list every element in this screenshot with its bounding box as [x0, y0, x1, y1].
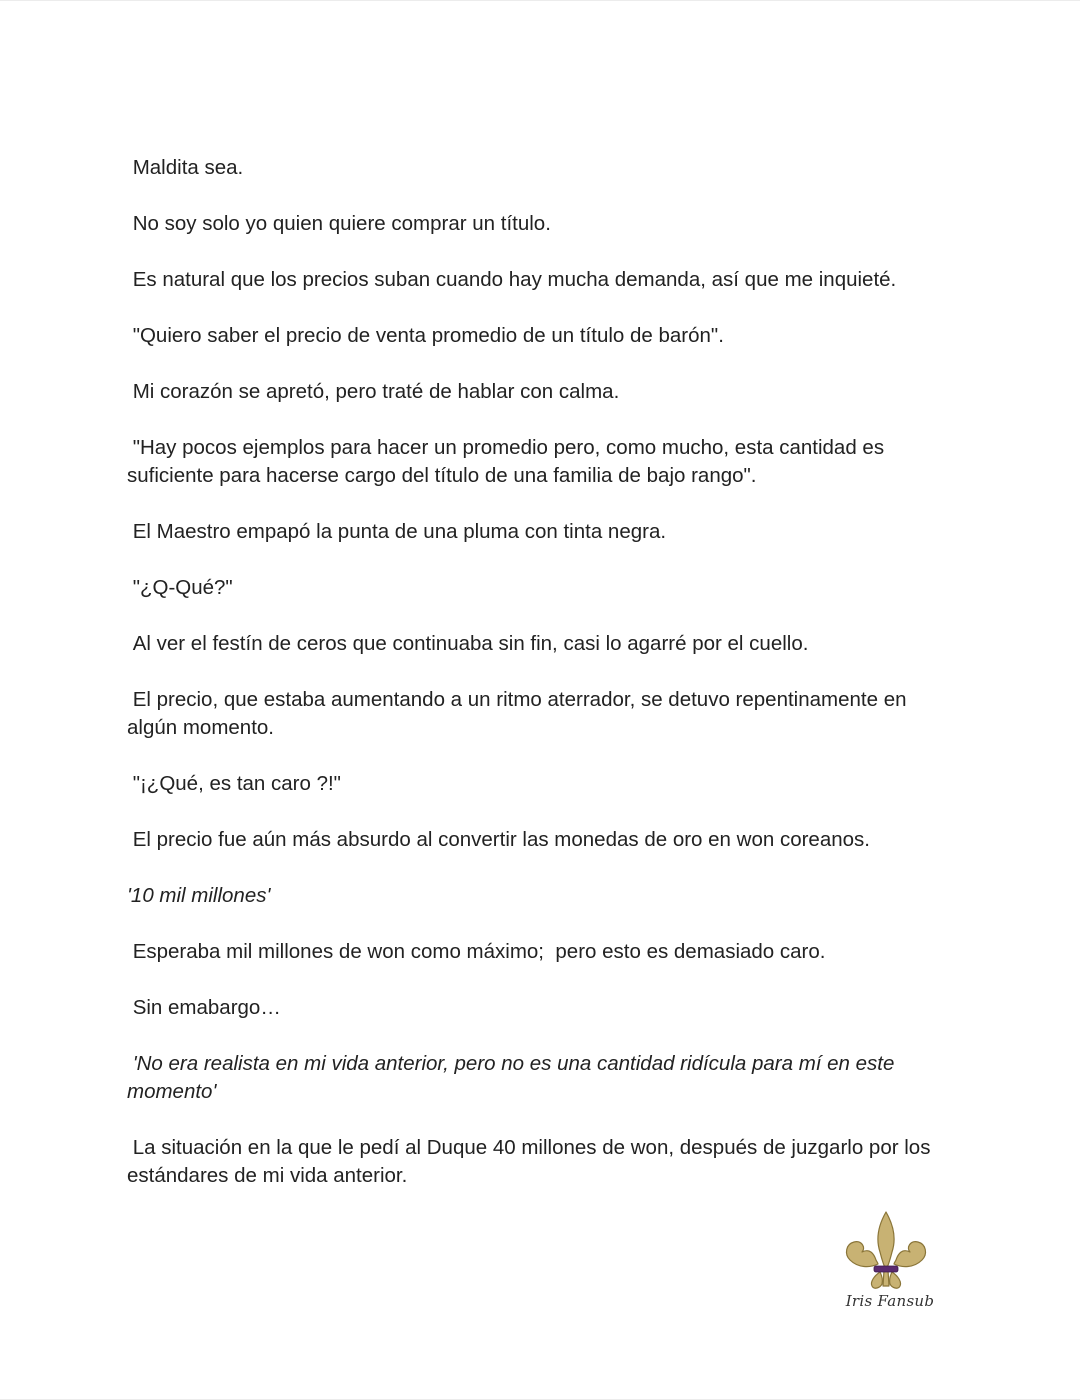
paragraph-1: Maldita sea. [127, 156, 244, 179]
paragraph-7: El Maestro empapó la punta de una pluma con tinta negra. [127, 520, 667, 543]
paragraph-16: 'No era realista en mi vida anterior, pero no es una cantidad ridícula para mí en este momento' [127, 1052, 901, 1103]
logo-text: Iris Fansub [845, 1292, 935, 1310]
fleur-de-lis-icon [840, 1208, 940, 1292]
paragraph-14: Esperaba mil millones de won como máximo; pero esto es demasiado caro. [127, 940, 826, 963]
paragraph-13: '10 mil millones' [127, 884, 271, 907]
paragraph-8: "¿Q-Qué?" [127, 576, 233, 599]
paragraph-4: "Quiero saber el precio de venta promedio de un título de barón". [127, 324, 724, 347]
paragraph-10: El precio, que estaba aumentando a un ritmo aterrador, se detuvo repentinamente en algún momento. [127, 688, 913, 739]
iris-fansub-logo [840, 1208, 940, 1318]
paragraph-9: Al ver el festín de ceros que continuaba sin fin, casi lo agarré por el cuello. [127, 632, 809, 655]
paragraph-12: El precio fue aún más absurdo al convertir las monedas de oro en won coreanos. [127, 828, 870, 851]
paragraph-15: Sin emabargo… [127, 996, 281, 1019]
paragraph-2: No soy solo yo quien quiere comprar un título. [127, 212, 551, 235]
paragraph-3: Es natural que los precios suban cuando hay mucha demanda, así que me inquieté. [127, 268, 897, 291]
paragraph-5: Mi corazón se apretó, pero traté de hablar con calma. [127, 380, 620, 403]
paragraph-11: "¡¿Qué, es tan caro ?!" [127, 772, 341, 795]
document-body [127, 154, 947, 1218]
paragraph-6: "Hay pocos ejemplos para hacer un promedio pero, como mucho, esta cantidad es suficiente para hacerse cargo del título de una familia de bajo rango". [127, 436, 890, 487]
paragraph-17: La situación en la que le pedí al Duque 40 millones de won, después de juzgarlo por los estándares de mi vida anterior. [127, 1136, 937, 1187]
